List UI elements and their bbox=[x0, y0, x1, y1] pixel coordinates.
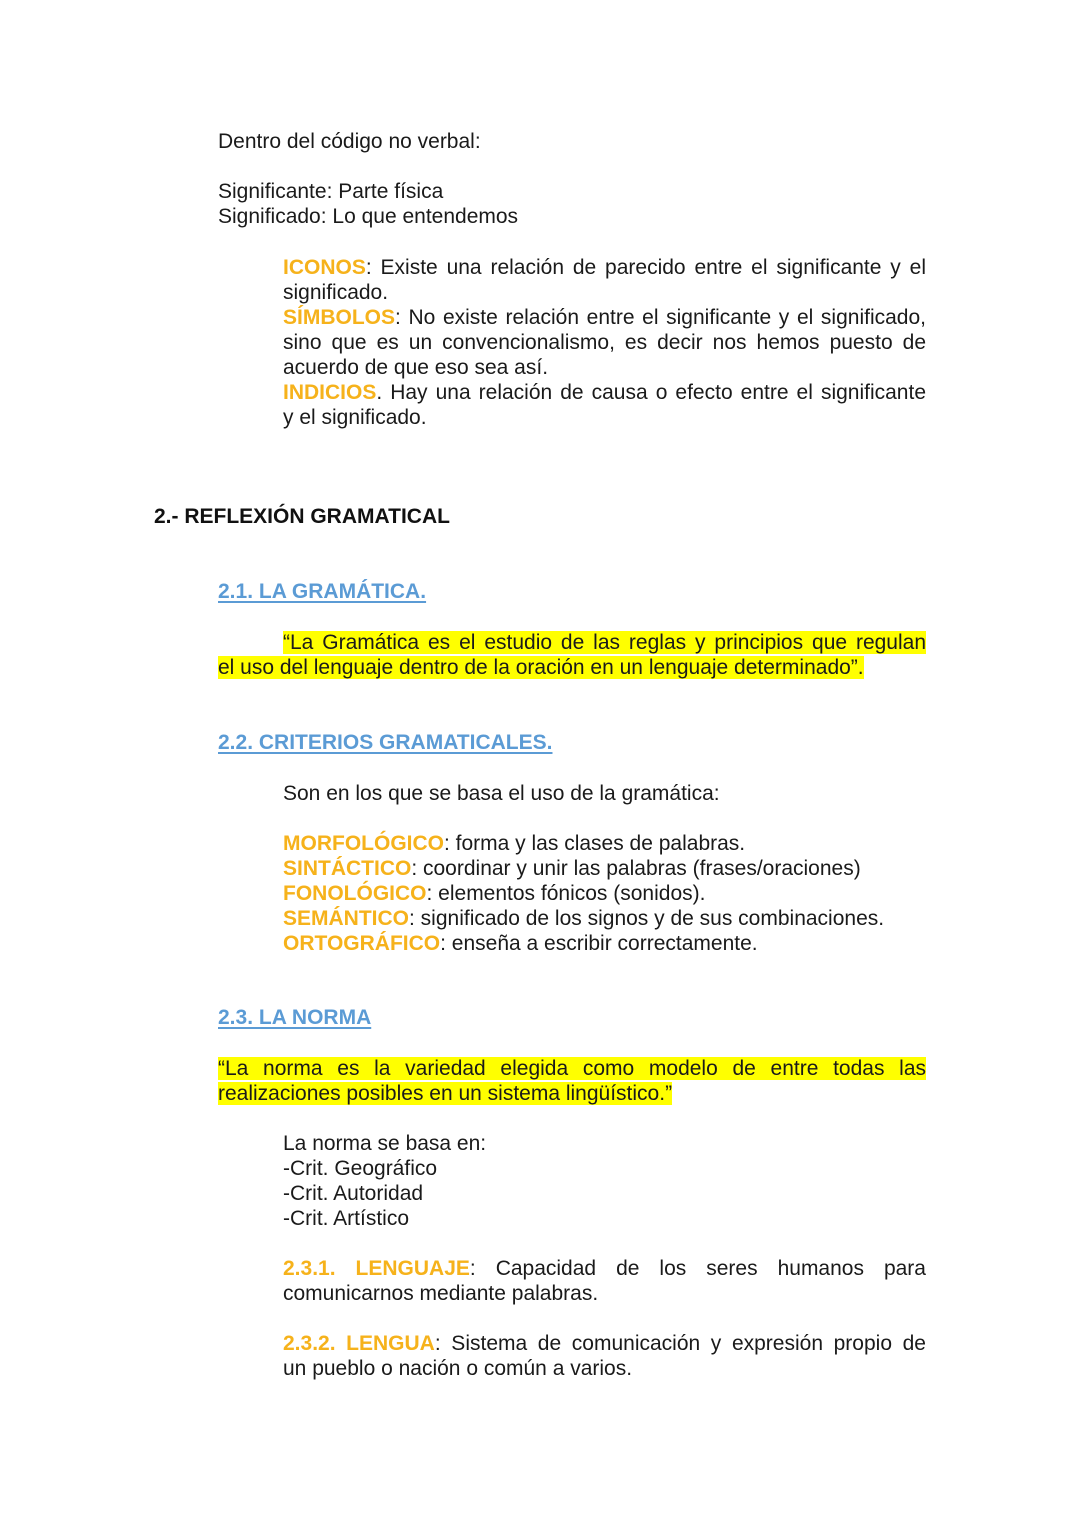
lengua-text: : Sistema de comunicación y expresión propio de bbox=[434, 1332, 926, 1355]
significado-line: Significado: Lo que entendemos bbox=[218, 205, 519, 228]
criterio-fonologico bbox=[283, 881, 705, 906]
subsection-2-3-heading: 2.3. LA NORMA bbox=[218, 1006, 372, 1029]
criterios-intro: Son en los que se basa el uso de la gramática: bbox=[283, 782, 720, 805]
lengua-keyword: 2.3.2. LENGUA bbox=[283, 1332, 435, 1355]
iconos-line-1 bbox=[283, 255, 926, 280]
significante-line: Significante: Parte física bbox=[218, 180, 444, 203]
simbolos-line-3: acuerdo de que eso sea así. bbox=[283, 356, 549, 379]
criterio-ortografico bbox=[283, 931, 758, 956]
subsection-2-2-heading: 2.2. CRITERIOS GRAMATICALES. bbox=[218, 731, 553, 754]
gramatica-quote-line-1 bbox=[218, 630, 926, 655]
simbolos-line-1 bbox=[283, 305, 926, 330]
criterio-semantico bbox=[283, 906, 884, 931]
norma-quote-1: “La norma es la variedad elegida como modelo de entre todas las bbox=[218, 1057, 926, 1080]
gramatica-quote-1: “La Gramática es el estudio de las reglas y principios que regulan bbox=[283, 631, 926, 654]
iconos-keyword: ICONOS bbox=[283, 256, 366, 279]
lengua-line-1 bbox=[283, 1331, 926, 1356]
norma-basis-item: -Crit. Geográfico bbox=[283, 1157, 438, 1180]
gramatica-quote-2: el uso del lenguaje dentro de la oración en un lenguaje determinado”. bbox=[218, 656, 864, 679]
norma-basis-intro: La norma se basa en: bbox=[283, 1132, 487, 1155]
iconos-text: : Existe una relación de parecido entre el significante y el bbox=[365, 256, 926, 279]
norma-quote-line-2 bbox=[218, 1081, 672, 1106]
lenguaje-text: : Capacidad de los seres humanos para bbox=[469, 1257, 926, 1280]
criterio-text: : enseña a escribir correctamente. bbox=[440, 932, 758, 955]
subsection-2-1-heading: 2.1. LA GRAMÁTICA. bbox=[218, 580, 427, 603]
criterio-keyword: SINTÁCTICO bbox=[283, 857, 412, 880]
criterio-keyword: SEMÁNTICO bbox=[283, 907, 409, 930]
norma-quote-line-1 bbox=[218, 1056, 926, 1081]
criterio-keyword: MORFOLÓGICO bbox=[283, 832, 444, 855]
simbolos-text: : No existe relación entre el significante y el significado, bbox=[395, 306, 926, 329]
criterio-sintactico bbox=[283, 856, 861, 881]
lengua-line-2: un pueblo o nación o común a varios. bbox=[283, 1357, 633, 1380]
lenguaje-keyword: 2.3.1. LENGUAJE bbox=[283, 1257, 470, 1280]
lenguaje-line-1 bbox=[283, 1256, 926, 1281]
intro-title: Dentro del código no verbal: bbox=[218, 130, 481, 153]
gramatica-quote-line-2 bbox=[218, 655, 864, 680]
iconos-line-2: significado. bbox=[283, 281, 389, 304]
norma-quote-2: realizaciones posibles en un sistema lingüístico.” bbox=[218, 1082, 673, 1105]
criterio-text: : coordinar y unir las palabras (frases/oraciones) bbox=[411, 857, 861, 880]
norma-basis-item: -Crit. Artístico bbox=[283, 1207, 410, 1230]
simbolos-keyword: SÍMBOLOS bbox=[283, 306, 396, 329]
section-2-heading: 2.- REFLEXIÓN GRAMATICAL bbox=[154, 505, 450, 528]
criterio-text: : forma y las clases de palabras. bbox=[444, 832, 746, 855]
criterio-text: : elementos fónicos (sonidos). bbox=[426, 882, 706, 905]
simbolos-line-2: sino que es un convencionalismo, es decir nos hemos puesto de bbox=[283, 331, 926, 354]
indicios-line-1 bbox=[283, 380, 926, 405]
lenguaje-line-2: comunicarnos mediante palabras. bbox=[283, 1282, 599, 1305]
indicios-line-2: y el significado. bbox=[283, 406, 427, 429]
criterio-keyword: ORTOGRÁFICO bbox=[283, 932, 441, 955]
criterio-text: : significado de los signos y de sus combinaciones. bbox=[409, 907, 885, 930]
norma-basis-item: -Crit. Autoridad bbox=[283, 1182, 424, 1205]
indicios-keyword: INDICIOS bbox=[283, 381, 377, 404]
indicios-text: . Hay una relación de causa o efecto entre el significante bbox=[376, 381, 926, 404]
criterio-morfologico bbox=[283, 831, 745, 856]
criterio-keyword: FONOLÓGICO bbox=[283, 882, 427, 905]
